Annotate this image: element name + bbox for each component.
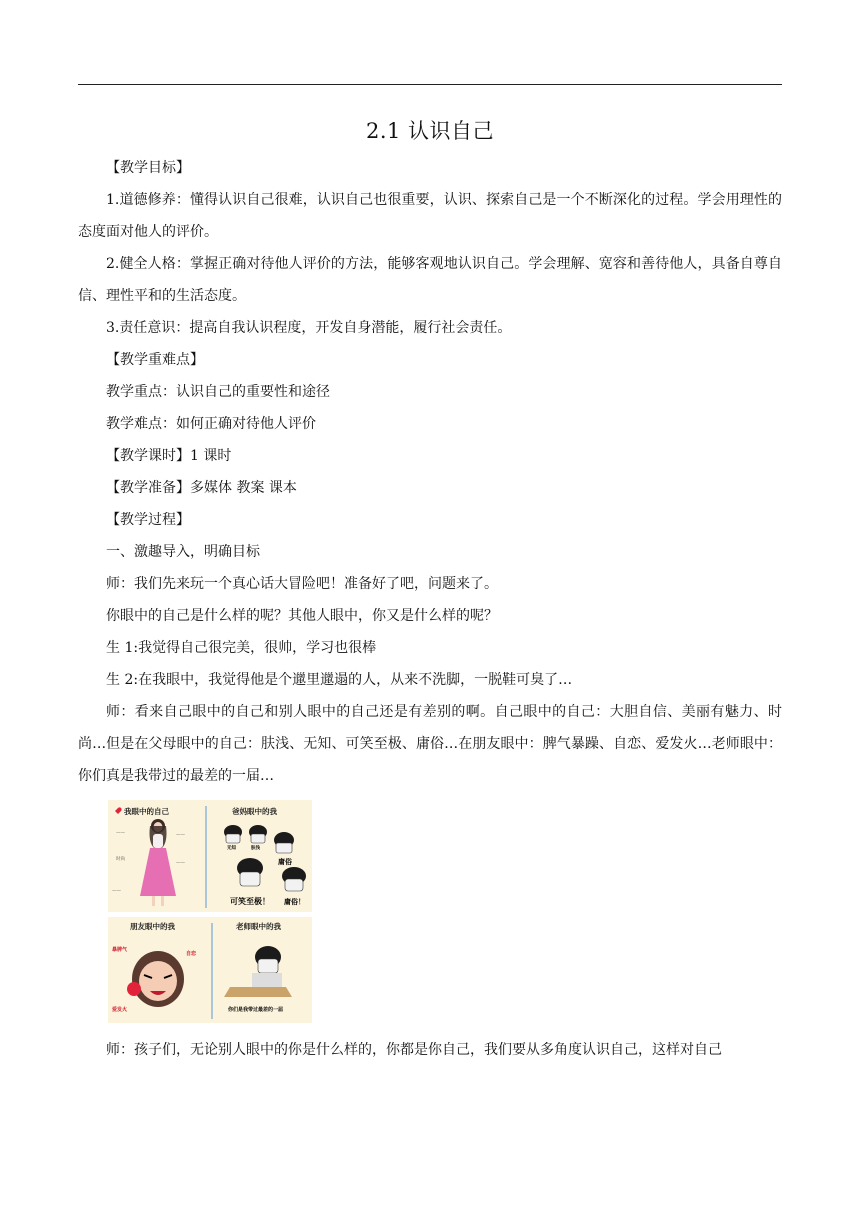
- svg-text:——: ——: [176, 833, 185, 838]
- paragraph: 师：我们先来玩一个真心话大冒险吧！准备好了吧，问题来了。: [106, 576, 498, 592]
- panel1-right-note: 可笑至极！: [230, 897, 270, 906]
- paragraph: 【教学过程】: [106, 512, 190, 528]
- illustration-figure: [108, 800, 782, 1029]
- paragraph: 师：看来自己眼中的自己和别人眼中的自己还是有差别的啊。自己眼中的自己：大胆自信、美丽有魅力、时尚…但是在父母眼中的自己：肤浅、无知、可笑至极、庸俗…在朋友眼中：脾气暴躁、自恋、爱发火…老师眼中：你们真是我带过的最差的一届…: [78, 704, 782, 784]
- panel1-right-title: 爸妈眼中的我: [232, 807, 277, 816]
- svg-text:——: ——: [176, 861, 185, 866]
- panel2-left-note: 暴脾气: [112, 947, 128, 953]
- document-body: [78, 152, 782, 1066]
- illustration-panel-friend-and-teacher: [108, 917, 312, 1029]
- svg-text:——: ——: [116, 831, 125, 836]
- panel2-left-note: 自恋: [186, 951, 197, 957]
- paragraph: 【教学目标】: [106, 160, 190, 176]
- svg-text:——: ——: [112, 889, 121, 894]
- panel2-right-caption: 你们是我带过最差的一届: [228, 1007, 284, 1013]
- panel1-left-title: 我眼中的自己: [124, 807, 169, 816]
- panel2-left-note: 爱发火: [112, 1007, 128, 1013]
- document-title: 2.1 认识自己: [365, 119, 495, 143]
- header-rule: [78, 84, 782, 85]
- panel2-right-title: 老师眼中的我: [236, 922, 281, 931]
- paragraph: 你眼中的自己是什么样的呢？其他人眼中，你又是什么样的呢？: [106, 608, 498, 624]
- paragraph: 生 2:在我眼中，我觉得他是个邋里邋遢的人，从来不洗脚，一脱鞋可臭了…: [106, 672, 573, 688]
- panel2-left-title: 朋友眼中的我: [130, 922, 175, 931]
- paragraph: 【教学课时】1 课时: [106, 448, 232, 464]
- panel1-right-note: 无知: [227, 846, 236, 851]
- paragraph: 师：孩子们，无论别人眼中的你是什么样的，你都是你自己，我们要从多角度认识自己，这样对自己: [106, 1042, 722, 1058]
- paragraph: 2.健全人格：掌握正确对待他人评价的方法，能够客观地认识自己。学会理解、宽容和善待他人，具备自尊自信、理性平和的生活态度。: [78, 256, 782, 304]
- panel1-right-note: 庸俗: [278, 858, 292, 866]
- paragraph: 3.责任意识：提高自我认识程度，开发自身潜能，履行社会责任。: [106, 320, 512, 336]
- paragraph: 教学难点：如何正确对待他人评价: [106, 416, 316, 432]
- paragraph: 1.道德修养：懂得认识自己很难，认识自己也很重要，认识、探索自己是一个不断深化的过程。学会用理性的态度面对他人的评价。: [78, 192, 782, 240]
- panel1-right-note: 庸俗！: [284, 898, 305, 906]
- paragraph: 一、激趣导入，明确目标: [106, 544, 260, 560]
- panel1-right-note: 肤浅: [251, 846, 260, 851]
- paragraph: 生 1:我觉得自己很完美，很帅，学习也很棒: [106, 640, 377, 656]
- paragraph: 【教学重难点】: [106, 352, 204, 368]
- paragraph: 教学重点：认识自己的重要性和途径: [106, 384, 330, 400]
- illustration-panel-self-and-parents: [108, 800, 312, 912]
- panel1-left-note: 时尚: [116, 857, 125, 862]
- paragraph: 【教学准备】多媒体 教案 课本: [106, 480, 297, 496]
